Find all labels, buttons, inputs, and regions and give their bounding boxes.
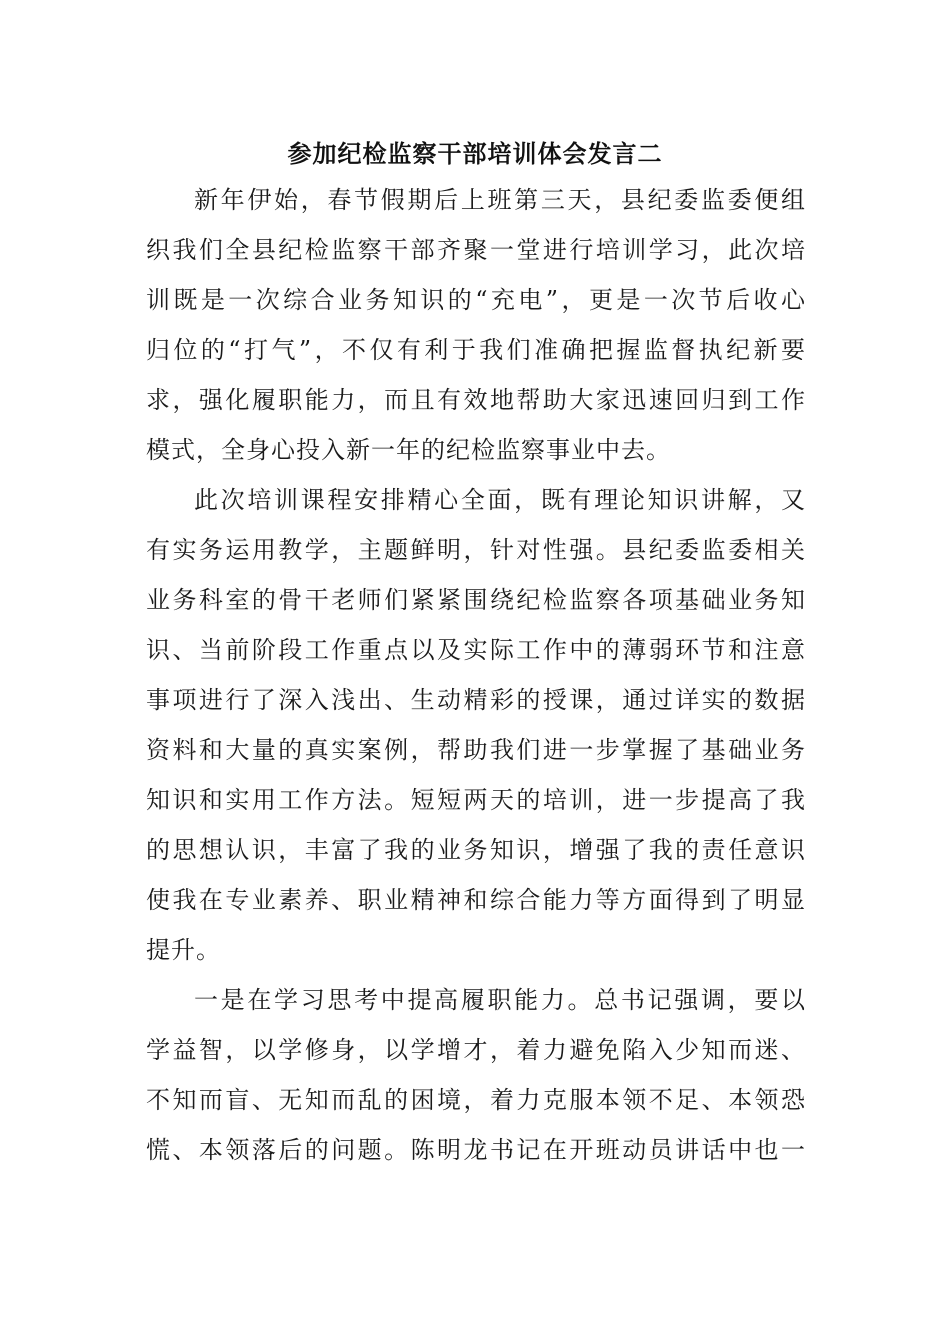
text-line: 有实务运用教学，主题鲜明，针对性强。县纪委监委相关 xyxy=(146,536,806,564)
text-line: 业务科室的骨干老师们紧紧围绕纪检监察各项基础业务知 xyxy=(146,586,806,614)
document-body xyxy=(146,175,806,1175)
text-line: 知识和实用工作方法。短短两天的培训，进一步提高了我 xyxy=(146,786,806,814)
text-line: 的思想认识，丰富了我的业务知识，增强了我的责任意识 xyxy=(146,836,806,864)
text-line: 训既是一次综合业务知识的“充电”，更是一次节后收心 xyxy=(146,286,806,314)
text-line: 织我们全县纪检监察干部齐聚一堂进行培训学习，此次培 xyxy=(146,236,806,264)
text-line: 资料和大量的真实案例，帮助我们进一步掌握了基础业务 xyxy=(146,736,806,764)
text-line: 求，强化履职能力，而且有效地帮助大家迅速回归到工作 xyxy=(146,386,806,414)
text-line: 不知而盲、无知而乱的困境，着力克服本领不足、本领恐 xyxy=(146,1086,806,1114)
text-line: 使我在专业素养、职业精神和综合能力等方面得到了明显 xyxy=(146,886,806,914)
text-line: 此次培训课程安排精心全面，既有理论知识讲解，又 xyxy=(194,486,806,514)
text-line: 归位的“打气”，不仅有利于我们准确把握监督执纪新要 xyxy=(146,336,806,364)
text-line: 识、当前阶段工作重点以及实际工作中的薄弱环节和注意 xyxy=(146,636,806,664)
text-line: 新年伊始，春节假期后上班第三天，县纪委监委便组 xyxy=(194,186,806,214)
text-line: 学益智，以学修身，以学增才，着力避免陷入少知而迷、 xyxy=(146,1036,806,1064)
document-title: 参加纪检监察干部培训体会发言二 xyxy=(287,140,663,168)
text-line: 慌、本领落后的问题。陈明龙书记在开班动员讲话中也一 xyxy=(146,1136,806,1164)
text-line: 事项进行了深入浅出、生动精彩的授课，通过详实的数据 xyxy=(146,686,806,714)
text-line: 一是在学习思考中提高履职能力。总书记强调，要以 xyxy=(194,986,806,1014)
text-line: 模式，全身心投入新一年的纪检监察事业中去。 xyxy=(146,436,671,464)
text-line: 提升。 xyxy=(146,936,221,964)
